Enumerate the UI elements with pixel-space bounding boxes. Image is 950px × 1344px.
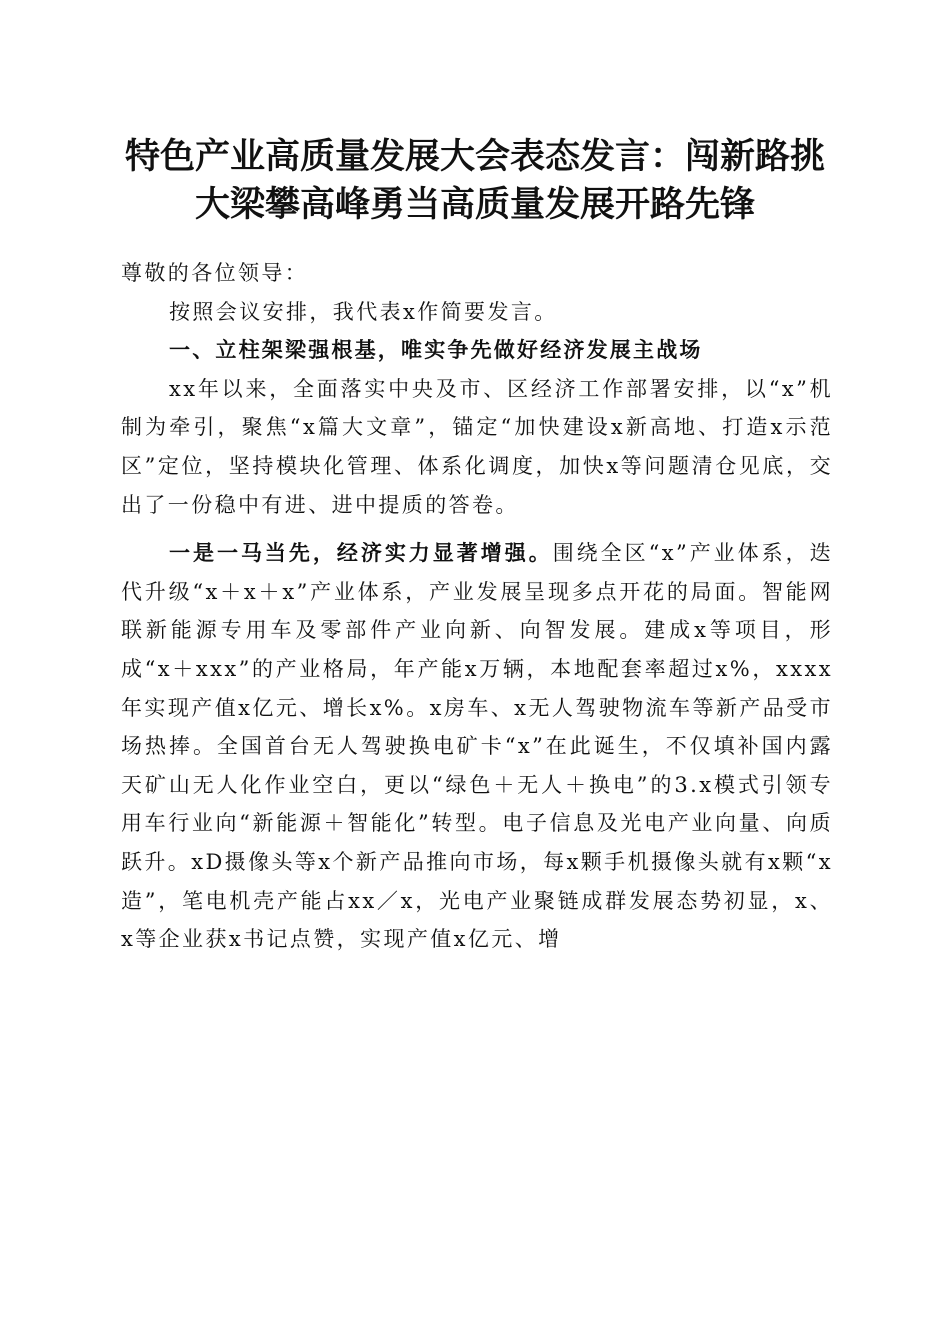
paragraph-lead-phrase: 一是一马当先，经济实力显著增强。 [169, 540, 553, 566]
paragraph-body-text: 围绕全区“x”产业体系，迭代升级“x＋x＋x”产业体系，产业发展呈现多点开花的局面。智能网联新能源专用车及零部件产业向新、向智发展。建成x等项目，形成“x＋xxx”的产业格局，年产能x万辆，本地配套率超过x%，xxxx年实现产值x亿元、增长x%。x房车、x无人驾驶物流车等新产品受市场热捧。全国首台无人驾驶换电矿卡“x”在此诞生，不仅填补国内露天矿山无人化作业空白，更以“绿色＋无人＋换电”的3.x模式引领专用车行业向“新能源＋智能化”转型。电子信息及光电产业向量、向质跃升。xD摄像头等x个新产品推向市场，每x颗手机摄像头就有x颗“x造”，笔电机壳产能占xx／x，光电产业聚链成群发展态势初显，x、x等企业获x书记点赞，实现产值x亿元、增 [121, 541, 834, 952]
document-title [108, 133, 842, 229]
title-line-1: 特色产业高质量发展大会表态发言：闯新路挑 [124, 136, 825, 177]
intro-paragraph: 按照会议安排，我代表x作简要发言。 [169, 299, 558, 324]
section-1-paragraph-2 [121, 534, 833, 959]
section-1-heading: 一、立柱架梁强根基，唯实争先做好经济发展主战场 [169, 338, 703, 363]
document-body [121, 254, 833, 959]
salutation: 尊敬的各位领导： [121, 261, 309, 285]
section-1-paragraph-1: xx年以来，全面落实中央及市、区经济工作部署安排，以“x”机制为牵引，聚焦“x篇大文章”，锚定“加快建设x新高地、打造x示范区”定位，坚持模块化管理、体系化调度，加快x等问题清仓见底，交出了一份稳中有进、进中提质的答卷。 [121, 376, 833, 517]
title-line-2: 大梁攀高峰勇当高质量发展开路先锋 [194, 184, 755, 225]
